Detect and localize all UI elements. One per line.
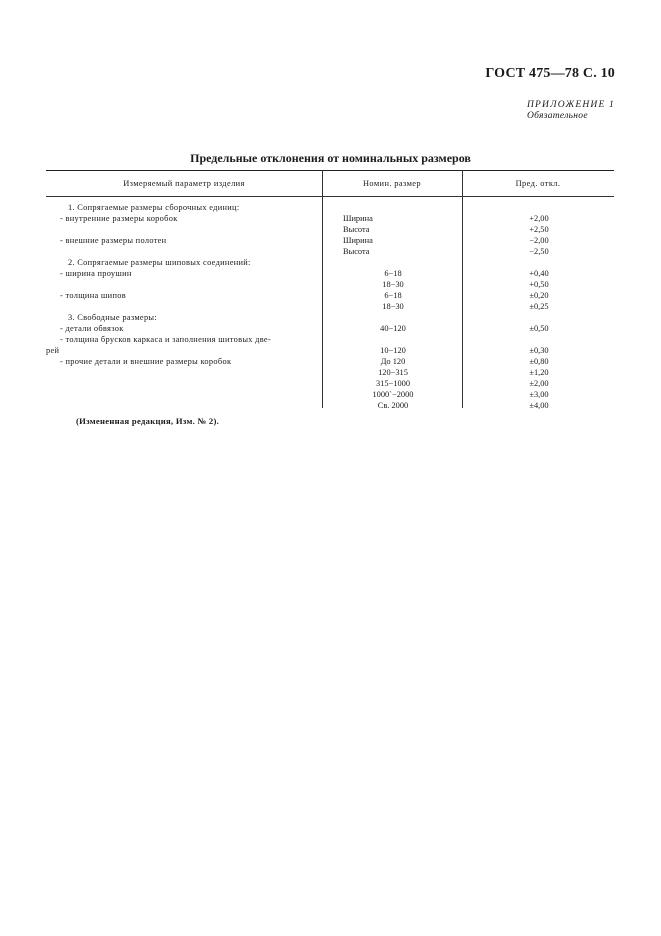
table-title: Предельные отклонения от номинальных размеров (190, 151, 471, 165)
cell-deviation: ±3,00 (529, 390, 549, 399)
table-row (46, 356, 614, 367)
cell-deviation: ±4,00 (529, 401, 549, 410)
table-row (46, 279, 614, 290)
appendix-block (527, 100, 615, 122)
table-row (46, 378, 614, 389)
cell-deviation: ±0,80 (529, 357, 549, 366)
table-row (46, 235, 614, 246)
cell-deviation: +0,40 (529, 269, 549, 278)
cell-deviation: ±0,20 (529, 291, 549, 300)
table-row (46, 323, 614, 334)
table-row (46, 367, 614, 378)
cell-nominal: 315−1000 (375, 379, 411, 388)
appendix-status: Обязательное (526, 111, 588, 121)
cell-nominal: 40−120 (380, 324, 406, 333)
cell-nominal: 18−30 (382, 280, 404, 289)
cell-parameter: - ширина проушин (60, 269, 132, 278)
cell-nominal: Св. 2000 (377, 401, 409, 410)
cell-nominal: Ширина (343, 214, 373, 223)
column-header-parameter: Измеряемый параметр изделия (123, 179, 245, 188)
cell-nominal: Высота (343, 225, 370, 234)
cell-parameter: 3. Свободные размеры: (68, 313, 157, 322)
table-row (46, 334, 614, 345)
cell-parameter: - прочие детали и внешние размеры коробок (60, 357, 232, 366)
appendix-label: ПРИЛОЖЕНИЕ 1 (526, 100, 615, 110)
cell-nominal: 18−30 (382, 302, 404, 311)
cell-deviation: ±0,30 (529, 346, 549, 355)
cell-deviation: −2,00 (529, 236, 549, 245)
cell-parameter: - толщина шипов (60, 291, 126, 300)
cell-deviation: ±2,00 (529, 379, 549, 388)
table-row (46, 213, 614, 224)
cell-parameter: 1. Сопрягаемые размеры сборочных единиц: (68, 203, 240, 212)
cell-parameter: - толщина брусков каркаса и заполнения шитовых две- (60, 335, 272, 344)
cell-deviation: ±0,50 (529, 324, 549, 333)
cell-nominal: 6−18 (384, 269, 402, 278)
cell-parameter: 2. Сопрягаемые размеры шиповых соединений: (68, 258, 251, 267)
cell-deviation: +2,00 (529, 214, 549, 223)
cell-deviation: ±0,25 (529, 302, 549, 311)
cell-nominal: 120−315 (378, 368, 408, 377)
cell-nominal: До 120 (380, 357, 406, 366)
table-row (46, 312, 614, 323)
column-header-nominal: Номин. размер (362, 179, 422, 188)
cell-deviation: +2,50 (529, 225, 549, 234)
footer-note: (Измененная редакция, Изм. № 2). (76, 416, 220, 426)
cell-parameter: - внешние размеры полотен (60, 236, 167, 245)
cell-nominal: Ширина (343, 236, 373, 245)
table-top-rule (46, 170, 614, 171)
table-row (46, 246, 614, 257)
table-row (46, 202, 614, 213)
table-header-rule (46, 196, 614, 197)
deviation-table (46, 170, 614, 408)
cell-deviation: −2,50 (529, 247, 549, 256)
cell-parameter: - внутренние размеры коробок (60, 214, 178, 223)
table-row (46, 400, 614, 411)
table-row (46, 301, 614, 312)
cell-nominal: Высота (343, 247, 370, 256)
table-row (46, 389, 614, 400)
table-row (46, 257, 614, 268)
column-header-deviation: Пред. откл. (515, 179, 561, 188)
cell-nominal: 6−18 (384, 291, 402, 300)
page-header: ГОСТ 475—78 С. 10 (485, 66, 615, 81)
cell-deviation: +0,50 (529, 280, 549, 289)
cell-parameter: - детали обвязок (60, 324, 124, 333)
table-row (46, 268, 614, 279)
table-row (46, 224, 614, 235)
cell-nominal: 10−120 (380, 346, 406, 355)
cell-deviation: ±1,20 (529, 368, 549, 377)
table-row (46, 345, 614, 356)
cell-parameter: рей (46, 346, 60, 355)
cell-nominal: 1000`−2000 (372, 390, 414, 399)
table-row (46, 290, 614, 301)
